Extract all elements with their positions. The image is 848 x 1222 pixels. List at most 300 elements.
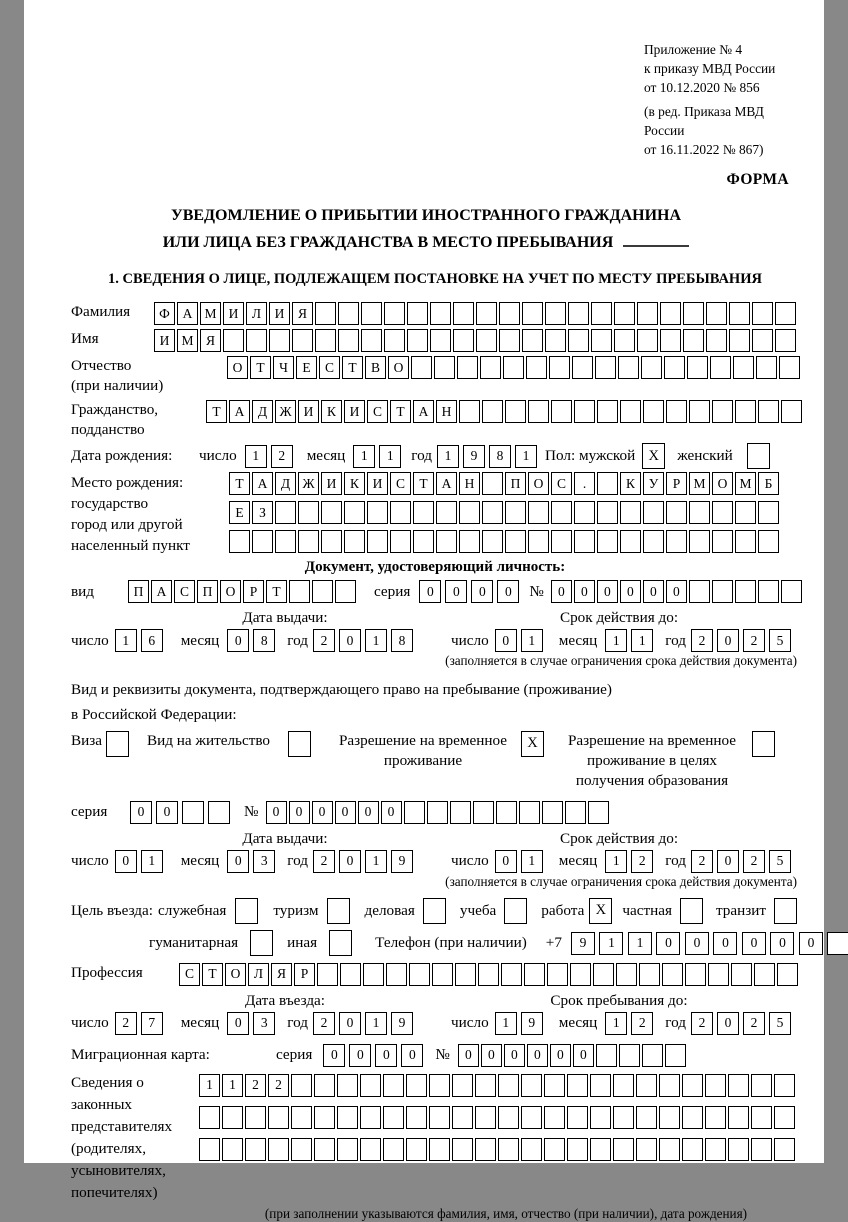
form-cell[interactable] bbox=[591, 329, 612, 352]
form-cell[interactable] bbox=[636, 1138, 657, 1161]
form-cell[interactable]: 6 bbox=[141, 629, 163, 652]
form-cell[interactable]: 0 bbox=[685, 932, 709, 955]
form-cell[interactable] bbox=[735, 580, 756, 603]
form-cell[interactable]: И bbox=[367, 472, 388, 495]
form-cell[interactable] bbox=[752, 329, 773, 352]
form-cell[interactable] bbox=[436, 530, 457, 553]
birth-place-row3[interactable] bbox=[229, 530, 781, 553]
form-cell[interactable] bbox=[620, 400, 641, 423]
form-cell[interactable] bbox=[620, 501, 641, 524]
form-cell[interactable] bbox=[781, 580, 802, 603]
form-cell[interactable] bbox=[689, 530, 710, 553]
form-cell[interactable] bbox=[386, 963, 407, 986]
form-cell[interactable]: 2 bbox=[271, 445, 293, 468]
form-cell[interactable] bbox=[551, 400, 572, 423]
form-cell[interactable]: 0 bbox=[742, 932, 766, 955]
form-cell[interactable] bbox=[613, 1106, 634, 1129]
form-cell[interactable] bbox=[406, 1106, 427, 1129]
form-cell[interactable] bbox=[496, 801, 517, 824]
form-cell[interactable] bbox=[666, 400, 687, 423]
form-cell[interactable]: 0 bbox=[495, 629, 517, 652]
form-cell[interactable] bbox=[252, 530, 273, 553]
form-cell[interactable] bbox=[775, 329, 796, 352]
form-cell[interactable] bbox=[427, 801, 448, 824]
form-cell[interactable] bbox=[705, 1106, 726, 1129]
form-cell[interactable] bbox=[413, 501, 434, 524]
form-cell[interactable]: З bbox=[252, 501, 273, 524]
form-cell[interactable]: 2 bbox=[245, 1074, 266, 1097]
form-cell[interactable] bbox=[752, 302, 773, 325]
form-cell[interactable] bbox=[406, 1138, 427, 1161]
form-cell[interactable]: 0 bbox=[799, 932, 823, 955]
form-cell[interactable]: Л bbox=[248, 963, 269, 986]
form-cell[interactable]: Т bbox=[206, 400, 227, 423]
form-cell[interactable] bbox=[597, 530, 618, 553]
form-cell[interactable] bbox=[430, 302, 451, 325]
form-cell[interactable] bbox=[827, 932, 848, 955]
form-cell[interactable] bbox=[549, 356, 570, 379]
form-cell[interactable]: И bbox=[298, 400, 319, 423]
form-cell[interactable]: Д bbox=[252, 400, 273, 423]
form-cell[interactable]: 0 bbox=[289, 801, 310, 824]
form-cell[interactable] bbox=[593, 963, 614, 986]
form-cell[interactable] bbox=[268, 1106, 289, 1129]
form-cell[interactable] bbox=[666, 530, 687, 553]
form-cell[interactable] bbox=[404, 801, 425, 824]
form-cell[interactable] bbox=[643, 501, 664, 524]
form-cell[interactable]: 9 bbox=[463, 445, 485, 468]
form-cell[interactable]: 0 bbox=[656, 932, 680, 955]
form-cell[interactable]: А bbox=[252, 472, 273, 495]
purpose-opt4-checkbox[interactable] bbox=[504, 898, 529, 924]
form-cell[interactable] bbox=[476, 329, 497, 352]
form-cell[interactable]: С bbox=[319, 356, 340, 379]
form-cell[interactable] bbox=[459, 501, 480, 524]
form-cell[interactable] bbox=[614, 329, 635, 352]
form-cell[interactable] bbox=[292, 329, 313, 352]
form-cell[interactable] bbox=[708, 963, 729, 986]
form-cell[interactable]: 0 bbox=[471, 580, 493, 603]
form-cell[interactable]: А bbox=[229, 400, 250, 423]
doc-issue-year[interactable] bbox=[313, 629, 417, 652]
form-cell[interactable] bbox=[568, 302, 589, 325]
form-cell[interactable] bbox=[327, 898, 350, 924]
form-cell[interactable] bbox=[361, 302, 382, 325]
form-cell[interactable]: 0 bbox=[770, 932, 794, 955]
form-cell[interactable] bbox=[478, 963, 499, 986]
form-cell[interactable]: 1 bbox=[521, 629, 543, 652]
form-cell[interactable] bbox=[590, 1074, 611, 1097]
form-cell[interactable]: 0 bbox=[227, 850, 249, 873]
form-cell[interactable] bbox=[616, 963, 637, 986]
residence-checkbox[interactable] bbox=[288, 731, 313, 757]
form-cell[interactable]: А bbox=[436, 472, 457, 495]
form-cell[interactable] bbox=[544, 1074, 565, 1097]
form-cell[interactable]: 9 bbox=[391, 1012, 413, 1035]
form-cell[interactable]: 0 bbox=[339, 629, 361, 652]
form-cell[interactable]: 1 bbox=[365, 1012, 387, 1035]
form-cell[interactable] bbox=[643, 400, 664, 423]
form-cell[interactable] bbox=[659, 1138, 680, 1161]
form-cell[interactable] bbox=[636, 1074, 657, 1097]
form-cell[interactable]: 0 bbox=[401, 1044, 423, 1067]
profession-cells[interactable] bbox=[179, 963, 800, 986]
form-cell[interactable] bbox=[642, 1044, 663, 1067]
form-cell[interactable] bbox=[528, 400, 549, 423]
form-cell[interactable] bbox=[522, 329, 543, 352]
form-cell[interactable]: Ч bbox=[273, 356, 294, 379]
form-cell[interactable] bbox=[774, 898, 797, 924]
permit-series-cells[interactable] bbox=[130, 801, 234, 824]
form-cell[interactable]: 0 bbox=[527, 1044, 548, 1067]
form-cell[interactable] bbox=[338, 302, 359, 325]
form-cell[interactable]: С bbox=[367, 400, 388, 423]
doc-issue-day[interactable] bbox=[115, 629, 167, 652]
surname-cells[interactable] bbox=[154, 302, 798, 325]
purpose-opt7-checkbox[interactable] bbox=[774, 898, 799, 924]
form-cell[interactable]: 0 bbox=[358, 801, 379, 824]
form-cell[interactable] bbox=[499, 329, 520, 352]
form-cell[interactable] bbox=[639, 963, 660, 986]
form-cell[interactable] bbox=[706, 329, 727, 352]
form-cell[interactable] bbox=[475, 1074, 496, 1097]
form-cell[interactable]: 9 bbox=[391, 850, 413, 873]
form-cell[interactable] bbox=[565, 801, 586, 824]
form-cell[interactable] bbox=[735, 400, 756, 423]
form-cell[interactable]: X bbox=[642, 443, 665, 469]
form-cell[interactable]: 0 bbox=[312, 801, 333, 824]
form-cell[interactable] bbox=[758, 400, 779, 423]
form-cell[interactable] bbox=[597, 501, 618, 524]
form-cell[interactable] bbox=[338, 329, 359, 352]
form-cell[interactable] bbox=[503, 356, 524, 379]
form-cell[interactable]: А bbox=[177, 302, 198, 325]
form-cell[interactable]: 1 bbox=[353, 445, 375, 468]
doc-kind-cells[interactable] bbox=[128, 580, 358, 603]
form-cell[interactable] bbox=[289, 580, 310, 603]
purpose-opt9-checkbox[interactable] bbox=[329, 930, 354, 956]
permit-issue-day[interactable] bbox=[115, 850, 167, 873]
purpose-opt3-checkbox[interactable] bbox=[423, 898, 448, 924]
visa-checkbox[interactable] bbox=[106, 731, 131, 757]
form-cell[interactable]: О bbox=[220, 580, 241, 603]
form-cell[interactable]: 1 bbox=[631, 629, 653, 652]
form-cell[interactable]: 0 bbox=[550, 1044, 571, 1067]
form-cell[interactable] bbox=[344, 530, 365, 553]
form-cell[interactable] bbox=[475, 1106, 496, 1129]
doc-number-cells[interactable] bbox=[551, 580, 804, 603]
form-cell[interactable] bbox=[384, 302, 405, 325]
form-cell[interactable] bbox=[480, 356, 501, 379]
form-cell[interactable] bbox=[689, 501, 710, 524]
form-cell[interactable]: 2 bbox=[631, 1012, 653, 1035]
form-cell[interactable] bbox=[321, 530, 342, 553]
form-cell[interactable] bbox=[597, 400, 618, 423]
form-cell[interactable] bbox=[337, 1074, 358, 1097]
form-cell[interactable] bbox=[751, 1074, 772, 1097]
form-cell[interactable] bbox=[689, 580, 710, 603]
form-cell[interactable]: 0 bbox=[419, 580, 441, 603]
form-cell[interactable]: 1 bbox=[628, 932, 652, 955]
form-cell[interactable]: Е bbox=[229, 501, 250, 524]
form-cell[interactable] bbox=[288, 731, 311, 757]
form-cell[interactable] bbox=[406, 1074, 427, 1097]
form-cell[interactable] bbox=[452, 1138, 473, 1161]
form-cell[interactable]: С bbox=[179, 963, 200, 986]
form-cell[interactable]: 2 bbox=[313, 1012, 335, 1035]
form-cell[interactable] bbox=[728, 1138, 749, 1161]
form-cell[interactable] bbox=[752, 731, 775, 757]
form-cell[interactable] bbox=[544, 1106, 565, 1129]
form-cell[interactable] bbox=[572, 356, 593, 379]
form-cell[interactable] bbox=[384, 329, 405, 352]
form-cell[interactable]: 3 bbox=[253, 850, 275, 873]
form-cell[interactable] bbox=[682, 1138, 703, 1161]
form-cell[interactable] bbox=[291, 1138, 312, 1161]
form-cell[interactable] bbox=[363, 963, 384, 986]
form-cell[interactable] bbox=[498, 1106, 519, 1129]
form-cell[interactable]: 0 bbox=[156, 801, 178, 824]
form-cell[interactable]: 0 bbox=[717, 1012, 739, 1035]
permit-valid-month[interactable] bbox=[605, 850, 657, 873]
name-cells[interactable] bbox=[154, 329, 798, 352]
form-cell[interactable] bbox=[314, 1074, 335, 1097]
form-cell[interactable] bbox=[522, 302, 543, 325]
form-cell[interactable]: Я bbox=[292, 302, 313, 325]
form-cell[interactable]: К bbox=[620, 472, 641, 495]
form-cell[interactable] bbox=[250, 930, 273, 956]
form-cell[interactable]: 0 bbox=[573, 1044, 594, 1067]
form-cell[interactable] bbox=[637, 329, 658, 352]
form-cell[interactable]: М bbox=[689, 472, 710, 495]
form-cell[interactable] bbox=[268, 1138, 289, 1161]
form-cell[interactable] bbox=[413, 530, 434, 553]
form-cell[interactable]: 2 bbox=[691, 629, 713, 652]
form-cell[interactable] bbox=[777, 963, 798, 986]
form-cell[interactable] bbox=[574, 530, 595, 553]
edu-permit-checkbox[interactable] bbox=[752, 731, 777, 757]
temp-permit-checkbox[interactable] bbox=[521, 731, 546, 757]
form-cell[interactable]: 0 bbox=[574, 580, 595, 603]
form-cell[interactable] bbox=[429, 1138, 450, 1161]
form-cell[interactable] bbox=[475, 1138, 496, 1161]
form-cell[interactable] bbox=[683, 302, 704, 325]
form-cell[interactable] bbox=[756, 356, 777, 379]
form-cell[interactable] bbox=[505, 530, 526, 553]
form-cell[interactable]: 0 bbox=[597, 580, 618, 603]
form-cell[interactable]: 5 bbox=[769, 850, 791, 873]
form-cell[interactable]: И bbox=[269, 302, 290, 325]
form-cell[interactable]: 1 bbox=[605, 850, 627, 873]
form-cell[interactable] bbox=[459, 530, 480, 553]
form-cell[interactable]: 1 bbox=[605, 629, 627, 652]
form-cell[interactable]: 2 bbox=[268, 1074, 289, 1097]
form-cell[interactable] bbox=[774, 1138, 795, 1161]
form-cell[interactable] bbox=[683, 329, 704, 352]
form-cell[interactable]: 2 bbox=[313, 629, 335, 652]
form-cell[interactable] bbox=[774, 1106, 795, 1129]
purpose-opt2-checkbox[interactable] bbox=[327, 898, 352, 924]
form-cell[interactable] bbox=[779, 356, 800, 379]
form-cell[interactable]: 2 bbox=[313, 850, 335, 873]
form-cell[interactable] bbox=[551, 501, 572, 524]
form-cell[interactable]: 1 bbox=[365, 850, 387, 873]
form-cell[interactable] bbox=[664, 356, 685, 379]
form-cell[interactable]: 9 bbox=[571, 932, 595, 955]
form-cell[interactable] bbox=[588, 801, 609, 824]
form-cell[interactable]: 0 bbox=[495, 850, 517, 873]
form-cell[interactable]: 0 bbox=[266, 801, 287, 824]
form-cell[interactable]: 1 bbox=[495, 1012, 517, 1035]
form-cell[interactable]: Я bbox=[200, 329, 221, 352]
form-cell[interactable] bbox=[705, 1074, 726, 1097]
form-cell[interactable] bbox=[498, 1138, 519, 1161]
stay-month[interactable] bbox=[605, 1012, 657, 1035]
form-cell[interactable] bbox=[337, 1138, 358, 1161]
form-cell[interactable] bbox=[774, 1074, 795, 1097]
form-cell[interactable] bbox=[528, 501, 549, 524]
form-cell[interactable] bbox=[712, 501, 733, 524]
form-cell[interactable]: Б bbox=[758, 472, 779, 495]
form-cell[interactable] bbox=[526, 356, 547, 379]
form-cell[interactable]: 0 bbox=[323, 1044, 345, 1067]
form-cell[interactable]: 0 bbox=[717, 850, 739, 873]
form-cell[interactable]: О bbox=[712, 472, 733, 495]
form-cell[interactable] bbox=[367, 501, 388, 524]
form-cell[interactable] bbox=[409, 963, 430, 986]
form-cell[interactable] bbox=[298, 501, 319, 524]
migration-series-cells[interactable] bbox=[323, 1044, 427, 1067]
form-cell[interactable]: 2 bbox=[743, 629, 765, 652]
form-cell[interactable] bbox=[315, 329, 336, 352]
form-cell[interactable] bbox=[476, 302, 497, 325]
form-cell[interactable] bbox=[731, 963, 752, 986]
migration-number-cells[interactable] bbox=[458, 1044, 688, 1067]
form-cell[interactable]: И bbox=[344, 400, 365, 423]
form-cell[interactable]: 1 bbox=[245, 445, 267, 468]
form-cell[interactable] bbox=[360, 1106, 381, 1129]
form-cell[interactable]: Т bbox=[250, 356, 271, 379]
form-cell[interactable]: 8 bbox=[489, 445, 511, 468]
birth-place-row2[interactable] bbox=[229, 501, 781, 524]
form-cell[interactable] bbox=[482, 472, 503, 495]
form-cell[interactable]: Т bbox=[413, 472, 434, 495]
purpose-opt5-checkbox[interactable] bbox=[589, 898, 614, 924]
form-cell[interactable] bbox=[223, 329, 244, 352]
form-cell[interactable] bbox=[733, 356, 754, 379]
sex-female-checkbox[interactable] bbox=[747, 443, 772, 469]
form-cell[interactable]: 5 bbox=[769, 629, 791, 652]
form-cell[interactable] bbox=[246, 329, 267, 352]
form-cell[interactable]: О bbox=[388, 356, 409, 379]
form-cell[interactable] bbox=[544, 1138, 565, 1161]
entry-year[interactable] bbox=[313, 1012, 417, 1035]
form-cell[interactable]: 1 bbox=[599, 932, 623, 955]
form-cell[interactable] bbox=[505, 400, 526, 423]
form-cell[interactable]: X bbox=[521, 731, 544, 757]
form-cell[interactable]: 1 bbox=[222, 1074, 243, 1097]
form-cell[interactable]: 0 bbox=[375, 1044, 397, 1067]
form-cell[interactable]: А bbox=[151, 580, 172, 603]
form-cell[interactable] bbox=[521, 1074, 542, 1097]
form-cell[interactable] bbox=[567, 1074, 588, 1097]
form-cell[interactable] bbox=[360, 1138, 381, 1161]
form-cell[interactable]: Ж bbox=[275, 400, 296, 423]
form-cell[interactable] bbox=[705, 1138, 726, 1161]
form-cell[interactable] bbox=[314, 1106, 335, 1129]
representatives-row2[interactable] bbox=[199, 1106, 797, 1129]
form-cell[interactable] bbox=[570, 963, 591, 986]
form-cell[interactable] bbox=[482, 400, 503, 423]
form-cell[interactable] bbox=[430, 329, 451, 352]
form-cell[interactable]: 7 bbox=[141, 1012, 163, 1035]
form-cell[interactable]: 0 bbox=[381, 801, 402, 824]
form-cell[interactable] bbox=[314, 1138, 335, 1161]
form-cell[interactable]: Р bbox=[243, 580, 264, 603]
form-cell[interactable] bbox=[524, 963, 545, 986]
form-cell[interactable] bbox=[199, 1138, 220, 1161]
form-cell[interactable]: 0 bbox=[339, 850, 361, 873]
sex-male-checkbox[interactable] bbox=[642, 443, 667, 469]
form-cell[interactable]: С bbox=[390, 472, 411, 495]
form-cell[interactable] bbox=[245, 1106, 266, 1129]
form-cell[interactable] bbox=[641, 356, 662, 379]
form-cell[interactable] bbox=[682, 1106, 703, 1129]
entry-day[interactable] bbox=[115, 1012, 167, 1035]
form-cell[interactable] bbox=[459, 400, 480, 423]
form-cell[interactable] bbox=[614, 302, 635, 325]
doc-valid-year[interactable] bbox=[691, 629, 795, 652]
form-cell[interactable]: С bbox=[174, 580, 195, 603]
form-cell[interactable]: 9 bbox=[521, 1012, 543, 1035]
form-cell[interactable] bbox=[619, 1044, 640, 1067]
form-cell[interactable] bbox=[729, 329, 750, 352]
form-cell[interactable] bbox=[685, 963, 706, 986]
form-cell[interactable]: И bbox=[154, 329, 175, 352]
form-cell[interactable] bbox=[344, 501, 365, 524]
form-cell[interactable] bbox=[275, 530, 296, 553]
representatives-row1[interactable] bbox=[199, 1074, 797, 1097]
form-cell[interactable] bbox=[457, 356, 478, 379]
form-cell[interactable]: М bbox=[735, 472, 756, 495]
form-cell[interactable]: 0 bbox=[445, 580, 467, 603]
form-cell[interactable]: 2 bbox=[743, 850, 765, 873]
form-cell[interactable] bbox=[542, 801, 563, 824]
form-cell[interactable]: 2 bbox=[691, 1012, 713, 1035]
form-cell[interactable] bbox=[312, 580, 333, 603]
form-cell[interactable] bbox=[781, 400, 802, 423]
form-cell[interactable]: 0 bbox=[335, 801, 356, 824]
form-cell[interactable] bbox=[407, 302, 428, 325]
form-cell[interactable]: 1 bbox=[141, 850, 163, 873]
form-cell[interactable] bbox=[521, 1106, 542, 1129]
form-cell[interactable]: 0 bbox=[551, 580, 572, 603]
permit-valid-year[interactable] bbox=[691, 850, 795, 873]
form-cell[interactable]: 0 bbox=[227, 629, 249, 652]
form-cell[interactable]: И bbox=[321, 472, 342, 495]
permit-issue-year[interactable] bbox=[313, 850, 417, 873]
form-cell[interactable]: 1 bbox=[515, 445, 537, 468]
form-cell[interactable]: О bbox=[225, 963, 246, 986]
phone-cells[interactable] bbox=[571, 932, 848, 955]
form-cell[interactable] bbox=[473, 801, 494, 824]
form-cell[interactable] bbox=[429, 1074, 450, 1097]
form-cell[interactable]: И bbox=[223, 302, 244, 325]
form-cell[interactable]: 0 bbox=[130, 801, 152, 824]
form-cell[interactable] bbox=[521, 1138, 542, 1161]
form-cell[interactable]: 1 bbox=[437, 445, 459, 468]
form-cell[interactable] bbox=[501, 963, 522, 986]
